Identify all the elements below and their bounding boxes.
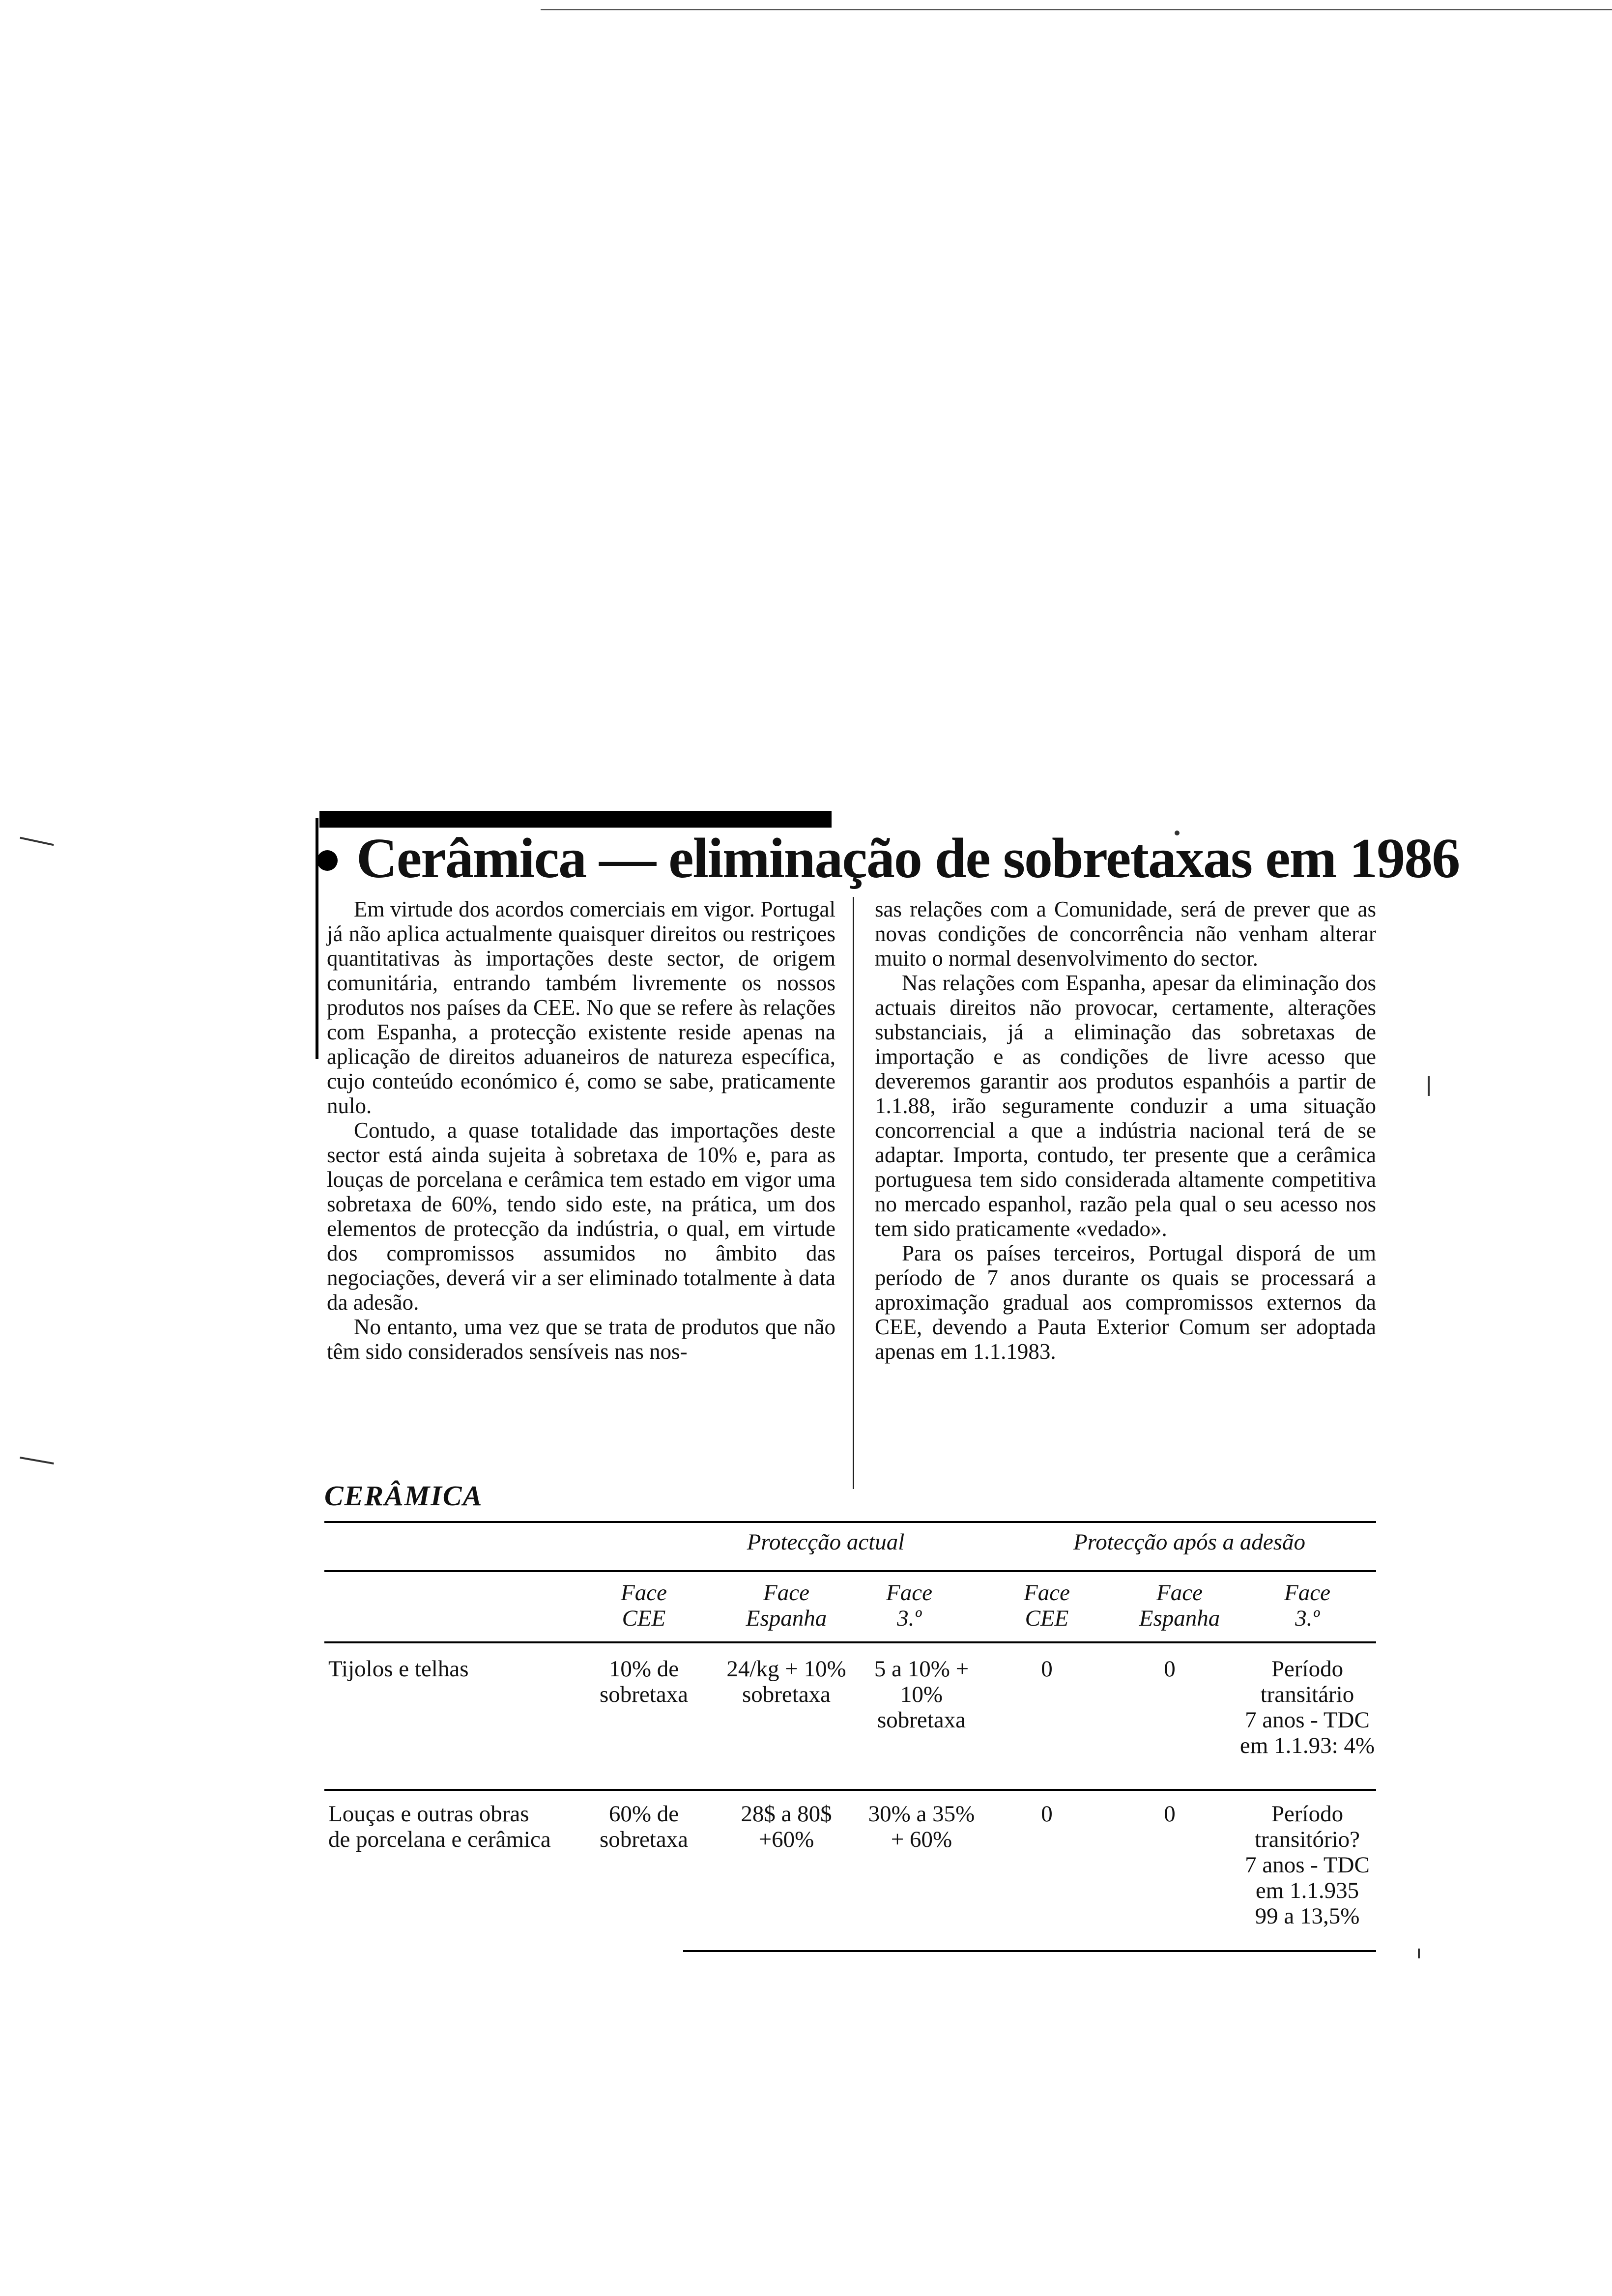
table-cell: 10% de sobretaxa [599,1656,689,1707]
paragraph: sas relações com a Comunidade, será de prever que as novas condições de concorrência não venham alterar muito o normal desenvolvimento do sector. [875,897,1376,971]
table-bottom-rule [683,1950,1376,1952]
table-caption: CERÂMICA [324,1480,483,1512]
paragraph: Contudo, a quase totalidade das importações deste sector está ainda sujeita à sobretaxa de 10% e, para as louças de porcelana e cerâmica tem estado em vigor uma sobretaxa de 60%, tendo sido este, na prática, um dos elementos de protecção da indústria, o qual, em virtude dos compromissos assumidos no âmbito das negociações, deverá vir a ser eliminado totalmente à data da adesão. [327,1118,835,1315]
column-divider [853,897,854,1489]
table-cell: 60% de sobretaxa [599,1801,689,1852]
col-header-face-3-after: Face 3.º [1284,1580,1330,1631]
col-header-face-3: Face 3.º [886,1580,932,1631]
paragraph: Em virtude dos acordos comerciais em vigor. Portugal já não aplica actualmente quaisquer direitos ou restriçoes quantitativas às importações deste sector, de origem comunitária, entrando também livremente os nossos produtos nos países da CEE. No que se refere às relações com Espanha, a protecção existente reside apenas na aplicação de direitos aduaneiros de natureza específica, cujo conteúdo económico é, como se sabe, praticamente nulo. [327,897,835,1118]
table-cell: Período transitório? 7 anos - TDC em 1.1.935 99 a 13,5% [1245,1801,1370,1929]
paragraph: Nas relações com Espanha, apesar da eliminação dos actuais direitos não provocar, certamente, alterações substanciais, já a eliminação das sobretaxas de importação e as condições de livre acesso que deveremos garantir aos produtos espanhóis a partir de 1.1.88, irão seguramente conduzir a uma situação concorrencial a que a indústria nacional terá de se adaptar. Importa, contudo, ter presente que a cerâmica portuguesa tem sido considerada altamente competitiva no mercado espanhol, razão pela qual o seu acesso nos tem sido praticamente «vedado». [875,971,1376,1241]
table-row-rule [324,1789,1376,1791]
group-header-after: Protecção após a adesão [1073,1529,1306,1555]
table-columns-rule [324,1641,1376,1643]
table-cell: 0 [1041,1801,1053,1827]
table-header-rule [324,1570,1376,1572]
scan-speck [20,837,54,846]
table-cell: Período transitário 7 anos - TDC em 1.1.93: 4% [1239,1656,1375,1758]
scan-speck [20,1457,54,1464]
table-cell: 5 a 10% + 10% sobretaxa [874,1656,969,1733]
table-cell: 0 [1041,1656,1053,1682]
table-cell: 0 [1164,1801,1176,1827]
article-headline: Cerâmica — eliminação de sobretaxas em 1986 [356,827,1460,890]
scan-speck [1418,1949,1420,1958]
col-header-face-espanha: Face Espanha [746,1580,827,1631]
scan-speck [1428,1076,1430,1096]
bullet-icon [317,850,338,871]
paragraph: Para os países terceiros, Portugal disporá de um período de 7 anos durante os quais se processará a aproximação gradual aos compromissos externos da CEE, devendo a Pauta Exterior Comum ser adoptada apenas em 1.1.1983. [875,1241,1376,1364]
table-cell: 0 [1164,1656,1176,1682]
table-cell: 24/kg + 10% sobretaxa [726,1656,846,1707]
left-bracket-rule [316,818,318,1059]
group-header-actual: Protecção actual [747,1529,905,1555]
table-cell: 30% a 35% + 60% [868,1801,975,1852]
article-left-column [327,897,835,1364]
header-bar [319,811,832,828]
table-cell: 28$ a 80$ +60% [741,1801,832,1852]
row-label-tijolos: Tijolos e telhas [328,1656,469,1682]
col-header-face-espanha-after: Face Espanha [1139,1580,1220,1631]
col-header-face-cee: Face CEE [621,1580,667,1631]
article-right-column [875,897,1376,1364]
col-header-face-cee-after: Face CEE [1024,1580,1070,1631]
scan-top-rule [541,9,1612,10]
table-top-rule [324,1521,1376,1523]
paragraph: No entanto, uma vez que se trata de produtos que não têm sido considerados sensíveis nas nos- [327,1315,835,1364]
row-label-loucas: Louças e outras obras de porcelana e cerâmica [328,1801,551,1852]
